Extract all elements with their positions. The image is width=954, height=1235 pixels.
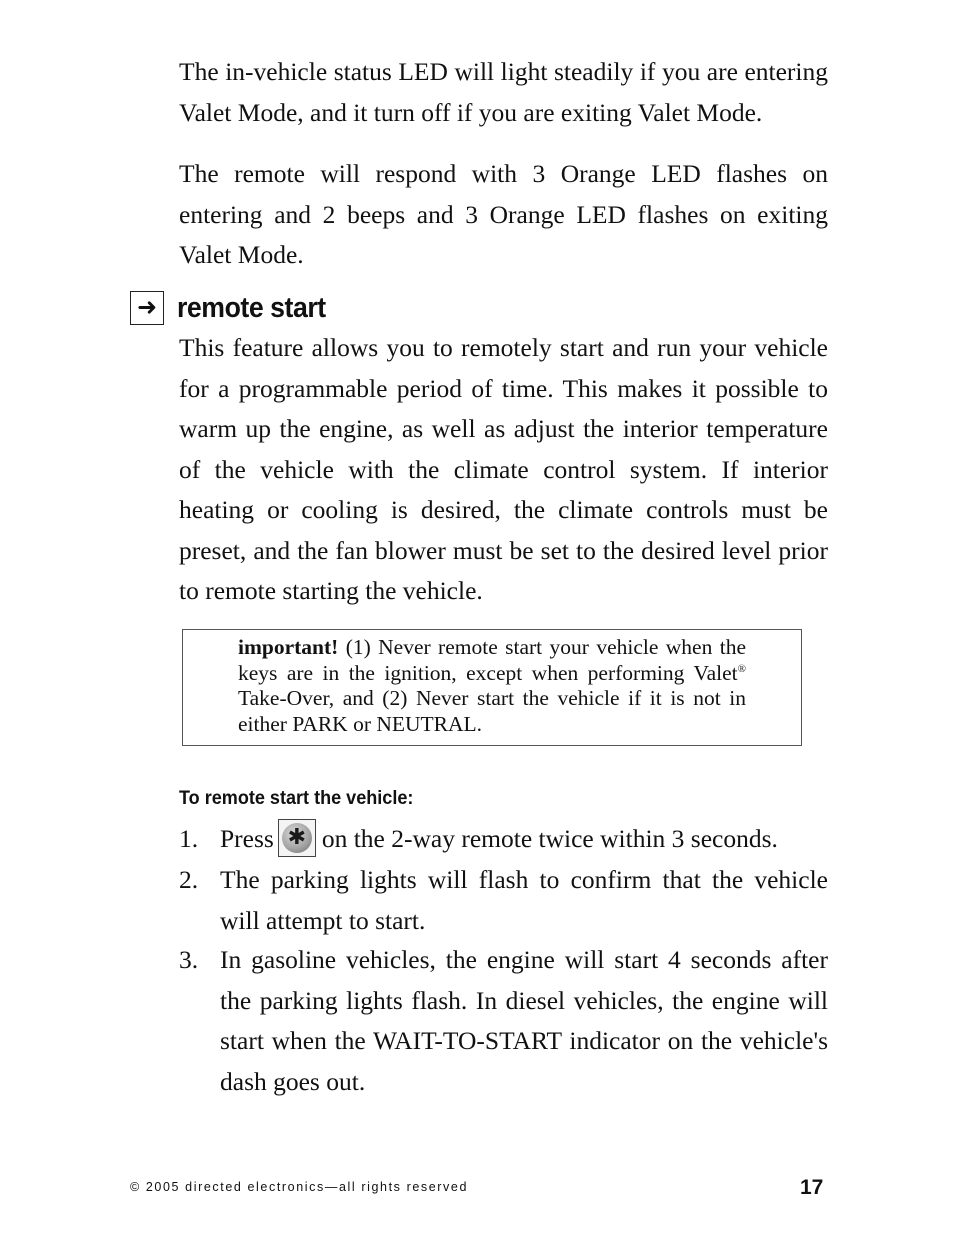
list-item	[179, 860, 828, 942]
asterisk-button-icon: ✱	[278, 819, 316, 857]
list-item	[179, 940, 828, 1102]
important-label: important!	[238, 635, 339, 659]
arrow-right-icon: ➜	[130, 291, 164, 325]
registered-mark: ®	[737, 662, 746, 675]
footer-copyright: © 2005 directed electronics—all rights reserved	[130, 1180, 469, 1194]
step-text: Press ✱ on the 2-way remote twice within 3 seconds.	[220, 819, 828, 860]
intro-paragraph-led: The in-vehicle status LED will light steadily if you are entering Valet Mode, and it turn off if you are exiting Valet Mode.	[179, 57, 828, 127]
section-heading	[130, 288, 339, 328]
step-text: The parking lights will flash to confirm that the vehicle will attempt to start.	[220, 865, 828, 935]
step-number: 1.	[179, 824, 199, 853]
step-number: 3.	[179, 945, 199, 974]
intro-paragraph-remote-response: The remote will respond with 3 Orange LED flashes on entering and 2 beeps and 3 Orange LED flashes on exiting Valet Mode.	[179, 159, 828, 269]
section-title: remote start	[177, 291, 326, 324]
section-body: This feature allows you to remotely start and run your vehicle for a programmable period of time. This makes it possible to warm up the engine, as well as adjust the interior temperature of the vehicle with the climate control system. If interior heating or cooling is desired, the climate controls must be preset, and the fan blower must be set to the desired level prior to remote starting the vehicle.	[179, 333, 828, 605]
procedure-heading: To remote start the vehicle:	[179, 788, 414, 809]
page-number: 17	[800, 1176, 824, 1199]
important-note-text: important! (1) Never remote start your vehicle when the keys are in the ignition, except when performing Valet® Take-Over, and (2) Never start the vehicle if it is not in either PARK or NEUTRAL.	[238, 635, 746, 736]
step-text: In gasoline vehicles, the engine will start 4 seconds after the parking lights flash. In diesel vehicles, the engine will start when the WAIT-TO-START indicator on the vehicle's dash goes out.	[220, 945, 828, 1096]
important-note-box	[182, 629, 802, 746]
step-number: 2.	[179, 865, 199, 894]
list-item	[179, 819, 828, 861]
